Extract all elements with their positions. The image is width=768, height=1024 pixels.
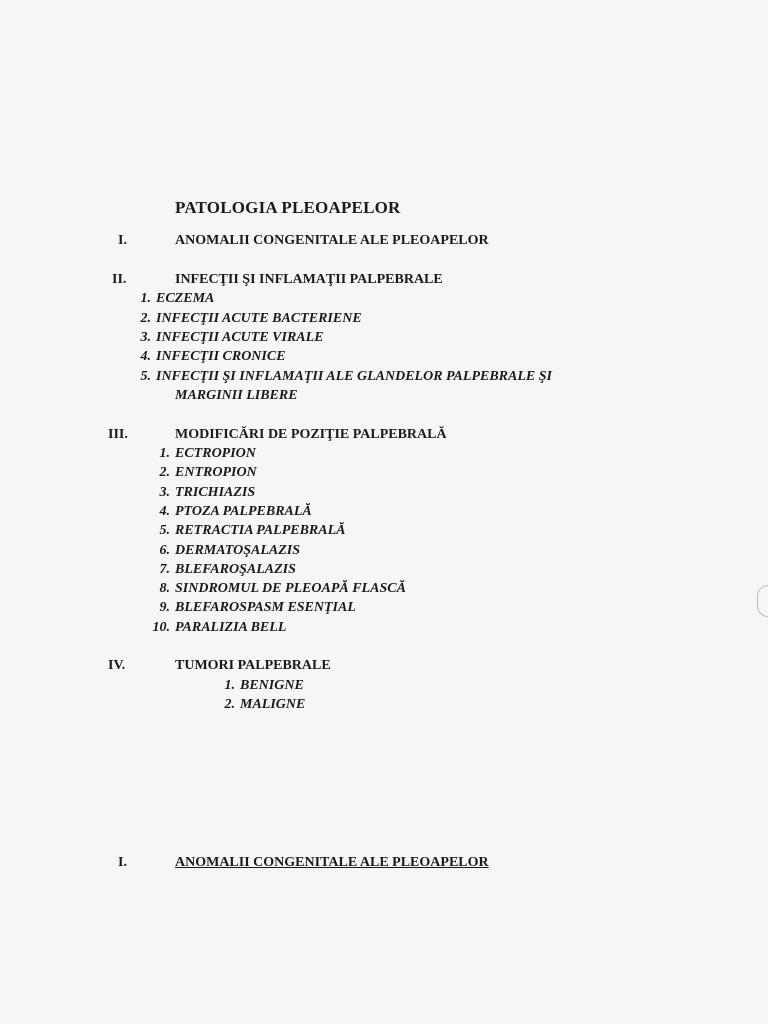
section-number: IV. <box>108 658 126 673</box>
section-number: III. <box>108 427 128 442</box>
section-heading-underlined: ANOMALII CONGENITALE ALE PLEOAPELOR <box>175 855 489 870</box>
list-item: 9. BLEFAROSPASM ESENŢIAL <box>159 600 356 615</box>
list-item: 2. MALIGNE <box>224 697 306 712</box>
section-heading: ANOMALII CONGENITALE ALE PLEOAPELOR <box>175 233 489 248</box>
list-item: 4. INFECŢII CRONICE <box>140 349 286 364</box>
list-item: 7. BLEFAROŞALAZIS <box>159 562 296 577</box>
list-item: 6. DERMATOŞALAZIS <box>159 543 301 558</box>
list-item: 8. SINDROMUL DE PLEOAPĂ FLASCĂ <box>159 581 406 596</box>
section-heading: TUMORI PALPEBRALE <box>175 658 331 673</box>
list-item: 2. INFECŢII ACUTE BACTERIENE <box>140 311 362 326</box>
section-heading: MODIFICĂRI DE POZIŢIE PALPEBRALĂ <box>175 427 447 442</box>
list-item: 1. ECZEMA <box>140 291 215 306</box>
section-number: II. <box>112 272 127 287</box>
list-item: 10. PARALIZIA BELL <box>152 620 287 635</box>
page-edge-mark <box>757 585 768 617</box>
list-item: 4. PTOZA PALPEBRALĂ <box>159 504 312 519</box>
section-number: I. <box>118 233 127 248</box>
list-item: 5. INFECŢII ŞI INFLAMAŢII ALE GLANDELOR PALPEBRALE ŞI <box>140 369 552 384</box>
document-title: PATOLOGIA PLEOAPELOR <box>175 198 401 217</box>
list-item: 3. INFECŢII ACUTE VIRALE <box>140 330 324 345</box>
section-number: I. <box>118 855 127 870</box>
list-item-continuation: MARGINII LIBERE <box>175 388 298 403</box>
list-item: 1. BENIGNE <box>224 678 304 693</box>
list-item: 3. TRICHIAZIS <box>159 485 256 500</box>
list-item: 2. ENTROPION <box>159 465 257 480</box>
section-heading: INFECŢII ŞI INFLAMAŢII PALPEBRALE <box>175 272 443 287</box>
list-item: 5. RETRACTIA PALPEBRALĂ <box>159 523 346 538</box>
list-item: 1. ECTROPION <box>159 446 256 461</box>
